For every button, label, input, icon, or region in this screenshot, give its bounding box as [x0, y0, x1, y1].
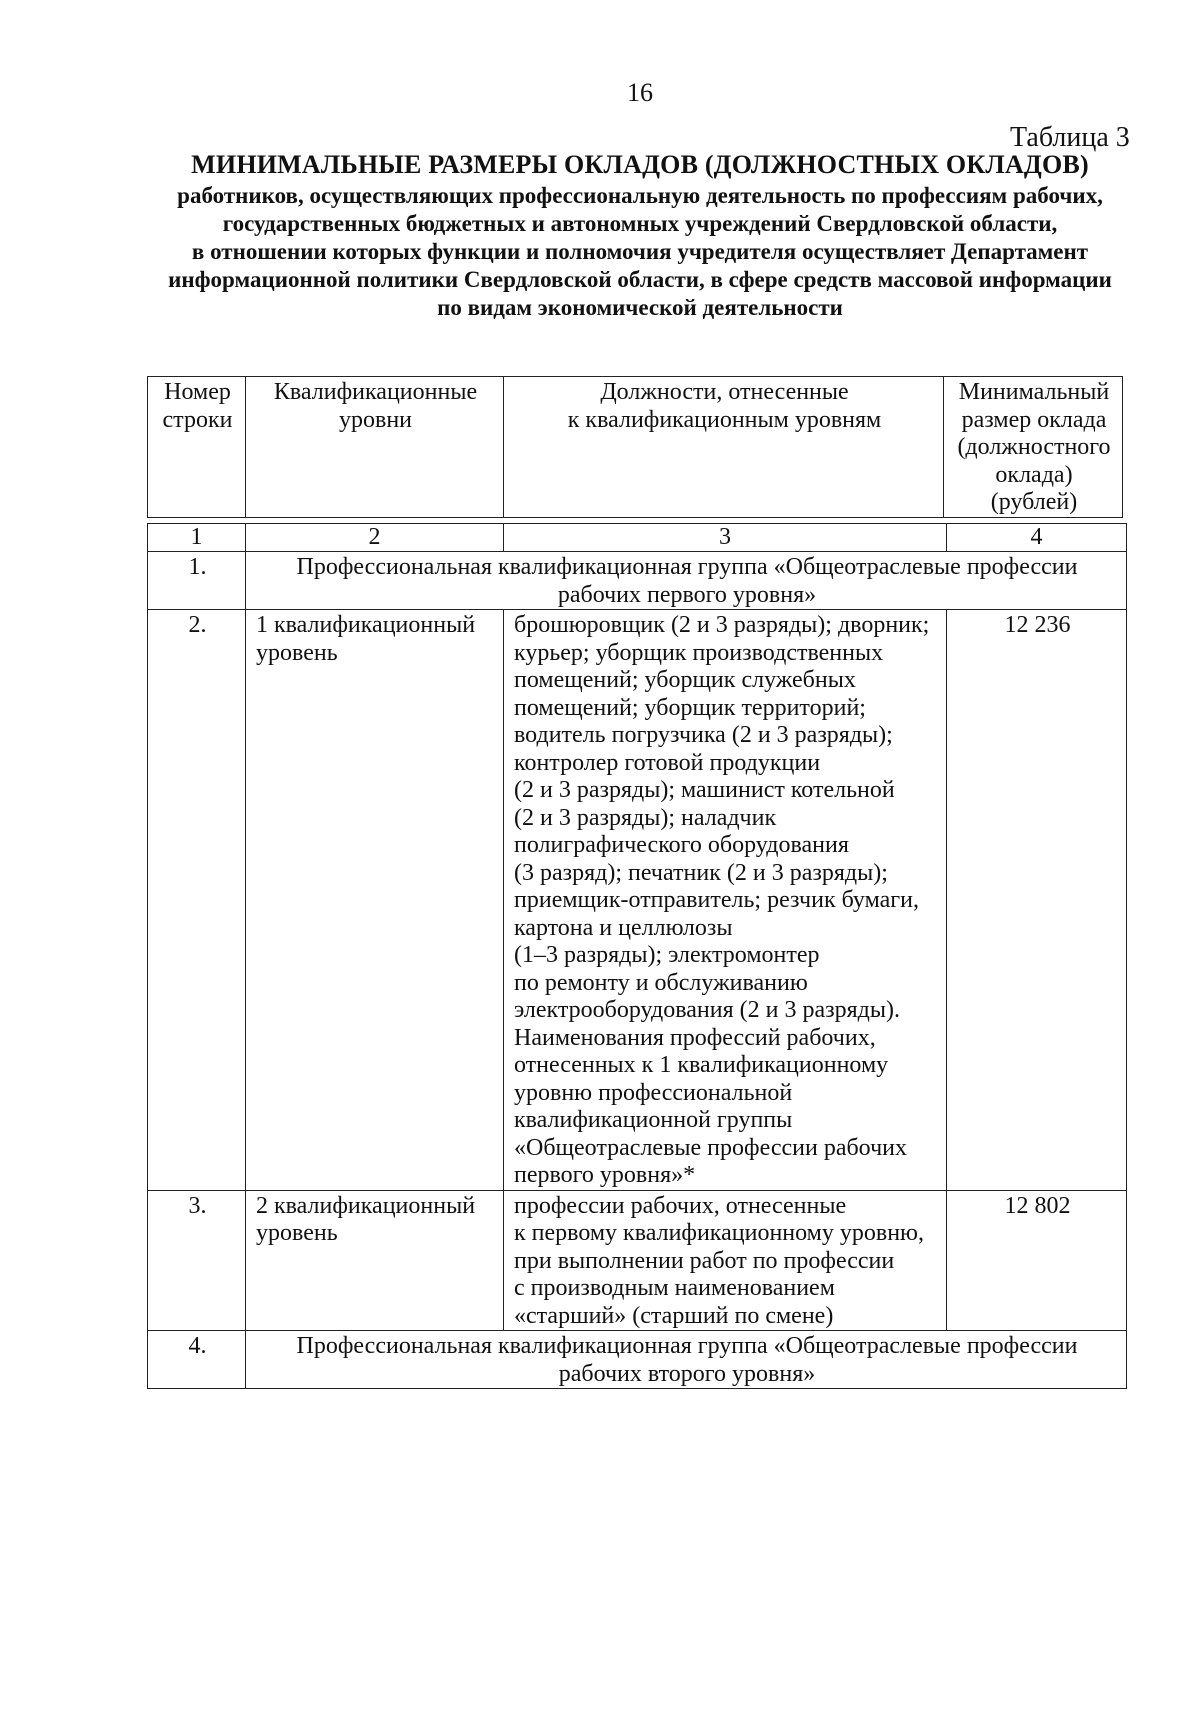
header-line: Номер: [164, 379, 231, 405]
title-line: информационной политики Свердловской области, в сфере средств массовой информации: [168, 267, 1112, 292]
positions-line: с производным наименованием: [514, 1275, 835, 1301]
min-salary-amount: 12 802: [947, 1190, 1127, 1331]
positions-line: (3 разряд); печатник (2 и 3 разряды);: [514, 859, 888, 886]
column-number: 1: [148, 524, 246, 552]
min-salary-amount: 12 236: [947, 610, 1127, 1191]
positions-line: к первому квалификационному уровню,: [514, 1220, 924, 1246]
header-line: строки: [162, 406, 233, 433]
header-line: уровни: [338, 406, 413, 433]
level-line: 2 квалификационный: [256, 1192, 476, 1219]
header-line: Квалификационные: [273, 379, 478, 405]
qualification-level: [246, 1190, 504, 1331]
positions-line: помещений; уборщик служебных: [514, 667, 856, 693]
group-title-line: Профессиональная квалификационная группа «Общеотраслевые профессии: [296, 1333, 1078, 1359]
positions-line: помещений; уборщик территорий;: [514, 694, 866, 721]
group-title-line: рабочих первого уровня»: [557, 581, 817, 608]
level-line: уровень: [256, 1220, 338, 1246]
table-row-level: [148, 610, 1127, 1191]
document-title: [110, 148, 1170, 322]
positions-line: контролер готовой продукции: [514, 749, 821, 776]
positions-line: картона и целлюлозы: [514, 914, 733, 941]
header-line: к квалификационным уровням: [567, 406, 882, 433]
title-line: по видам экономической деятельности: [437, 295, 843, 320]
column-number: 4: [947, 524, 1127, 552]
row-number: 4.: [148, 1331, 246, 1389]
header-line: оклада): [995, 461, 1073, 488]
positions-line: приемщик-отправитель; резчик бумаги,: [514, 887, 919, 913]
positions-line: (2 и 3 разряды); наладчик: [514, 804, 777, 831]
group-title: [246, 552, 1127, 610]
header-line: размер оклада: [961, 406, 1107, 433]
group-title: [246, 1331, 1127, 1389]
table-row-group: [148, 1331, 1127, 1389]
salary-table-body: [147, 523, 1127, 1389]
title-line: работников, осуществляющих профессиональную деятельность по профессиям рабочих,: [177, 183, 1103, 208]
positions-list: [504, 610, 947, 1191]
header-min-salary: [944, 377, 1123, 518]
positions-line: отнесенных к 1 квалификационному: [514, 1052, 889, 1078]
positions-line: квалификационной группы: [514, 1107, 793, 1133]
header-positions: [504, 377, 944, 518]
header-qualification-levels: [246, 377, 504, 518]
positions-line: профессии рабочих, отнесенные: [514, 1192, 847, 1219]
row-number: 2.: [148, 610, 246, 1191]
header-row-number: [148, 377, 246, 518]
positions-line: первого уровня»*: [514, 1162, 696, 1188]
positions-line: Наименования профессий рабочих,: [514, 1024, 876, 1051]
header-line: Минимальный: [958, 379, 1110, 405]
header-line: (должностного: [957, 434, 1111, 460]
header-line: Должности, отнесенные: [600, 379, 849, 405]
group-title-line: Профессиональная квалификационная группа «Общеотраслевые профессии: [296, 554, 1078, 580]
positions-line: полиграфического оборудования: [514, 832, 849, 858]
positions-line: электрооборудования (2 и 3 разряды).: [514, 997, 900, 1023]
column-number: 2: [246, 524, 504, 552]
positions-line: (2 и 3 разряды); машинист котельной: [514, 777, 895, 803]
table-row-level: [148, 1190, 1127, 1331]
qualification-level: [246, 610, 504, 1191]
column-number: 3: [504, 524, 947, 552]
positions-line: при выполнении работ по профессии: [514, 1247, 895, 1274]
group-title-line: рабочих второго уровня»: [558, 1360, 816, 1387]
level-line: уровень: [256, 639, 338, 666]
salary-table-header: [147, 376, 1123, 518]
title-main: МИНИМАЛЬНЫЕ РАЗМЕРЫ ОКЛАДОВ (ДОЛЖНОСТНЫХ ОКЛАДОВ): [191, 150, 1089, 179]
page-number: 16: [627, 78, 653, 107]
table-row-group: [148, 552, 1127, 610]
positions-list: [504, 1190, 947, 1331]
title-line: в отношении которых функции и полномочия учредителя осуществляет Департамент: [191, 239, 1089, 264]
row-number: 3.: [148, 1190, 246, 1331]
row-number: 1.: [148, 552, 246, 610]
column-number-row: [148, 524, 1127, 552]
positions-line: по ремонту и обслуживанию: [514, 969, 808, 996]
positions-line: курьер; уборщик производственных: [514, 639, 884, 666]
positions-line: уровню профессиональной: [514, 1079, 793, 1106]
title-line: государственных бюджетных и автономных учреждений Свердловской области,: [222, 211, 1058, 236]
positions-line: водитель погрузчика (2 и 3 разряды);: [514, 722, 893, 748]
table-caption: Таблица 3: [1010, 122, 1130, 153]
positions-line: «старший» (старший по смене): [514, 1302, 834, 1329]
level-line: 1 квалификационный: [256, 612, 476, 638]
header-line: (рублей): [990, 489, 1078, 515]
positions-line: «Общеотраслевые профессии рабочих: [514, 1134, 907, 1161]
positions-line: брошюровщик (2 и 3 разряды); дворник;: [514, 612, 930, 638]
positions-line: (1–3 разряды); электромонтер: [514, 942, 820, 968]
